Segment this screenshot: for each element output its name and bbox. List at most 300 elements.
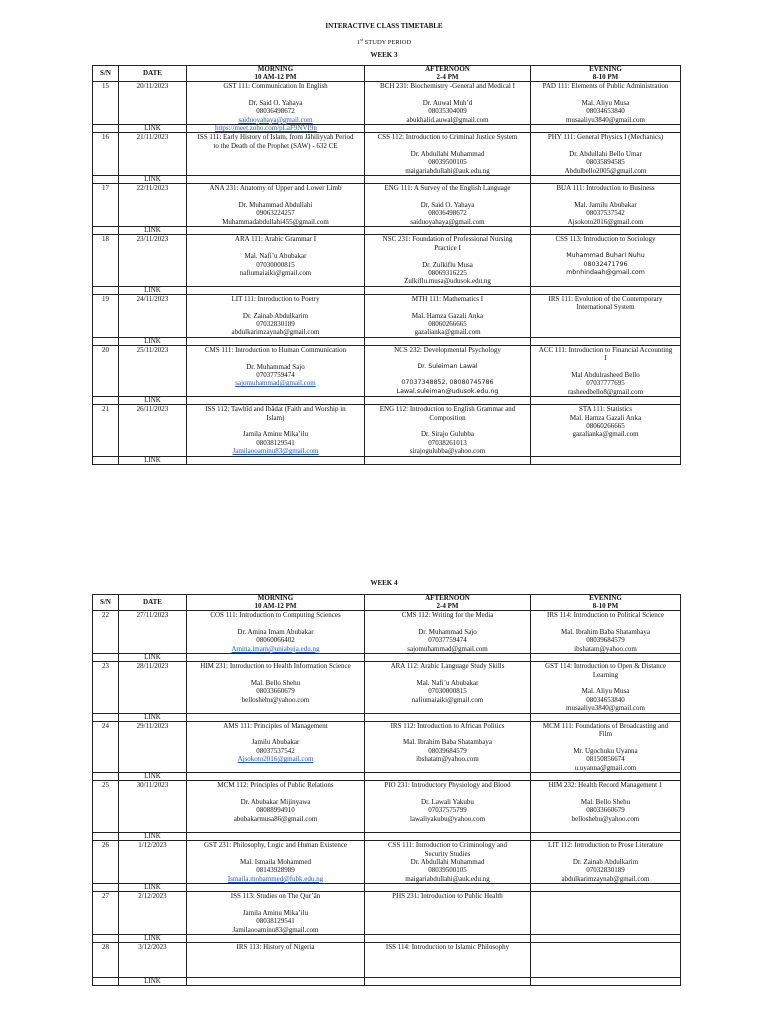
email-link[interactable]: Jamilaooaminu83@gmail.com [232, 447, 319, 456]
course-title: NCS 232: Developmental Psychology [394, 345, 501, 354]
link-row-afternoon [365, 286, 531, 294]
session-detail [533, 91, 678, 99]
table-row [93, 82, 681, 125]
study-period-suffix: st [360, 37, 364, 42]
afternoon-session [365, 294, 531, 337]
link-row-evening [531, 337, 681, 345]
afternoon-header-label: AFTERNOON [425, 594, 470, 602]
link-row [93, 227, 681, 235]
link-row-afternoon [365, 833, 531, 841]
table-row [93, 611, 681, 654]
meeting-link [187, 227, 365, 235]
link-row-evening [531, 456, 681, 464]
email-link[interactable]: Amina.imam@uniabuja.edu.ng [231, 644, 320, 653]
session-detail [367, 303, 528, 311]
table-row [93, 841, 681, 884]
row-date: 26/11/2023 [119, 405, 187, 456]
course-title: CSS 111: Introduction to Criminology and [387, 841, 508, 850]
morning-header [187, 66, 365, 82]
session-detail: 08034653840 [586, 107, 625, 116]
link-row [93, 833, 681, 841]
course-title: PAD 111: Elements of Public Administration [542, 82, 669, 91]
course-title: ARA 111: Arabic Grammar I [234, 235, 317, 244]
link-row [93, 176, 681, 184]
session-detail: Jamilaooaminu83@gmail.com [232, 925, 319, 934]
session-detail: 08036498672 [256, 107, 295, 116]
course-title: Film [598, 730, 613, 739]
row-number: 21 [93, 405, 119, 456]
session-detail: 08035894585 [586, 158, 625, 167]
row-number: 15 [93, 82, 119, 125]
session-detail: 08060266665 [428, 319, 467, 328]
header-row [93, 595, 681, 611]
session-detail [367, 371, 528, 379]
session-detail: Dr. Lawali Yakubu [421, 797, 474, 806]
meeting-link [187, 884, 365, 892]
session-detail [189, 968, 362, 976]
session-detail: 07030000815 [428, 687, 467, 696]
link-row-evening [531, 713, 681, 721]
course-title: MCM 111: Foundations of Broadcasting and [542, 721, 669, 730]
link-label: LINK [119, 935, 187, 943]
afternoon-header-time: 2-4 PM [436, 601, 459, 610]
evening-session [531, 611, 681, 654]
session-detail: Mal. Ibrahim Baba Shatambaya [402, 738, 493, 747]
table-row [93, 184, 681, 227]
session-detail: Jamilu Abubakar [251, 738, 300, 747]
link-row-sn [93, 977, 119, 985]
session-detail: Mal. Nafi’u Abubakar [416, 679, 479, 688]
session-detail: 08039684579 [428, 746, 467, 755]
morning-session [187, 611, 365, 654]
course-title: GST 231: Philosophy, Logic and Human Existence [203, 841, 348, 850]
session-detail: 08039500105 [428, 158, 467, 167]
afternoon-session [365, 841, 531, 884]
session-detail: Dr. Zainab Abdulkarim [572, 857, 639, 866]
table-row [93, 405, 681, 456]
session-detail: 08060266665 [586, 422, 625, 430]
session-detail: 07032830189 [256, 319, 295, 328]
meeting-link[interactable]: https://meet.zoho.com/pLaF9NVI9n [187, 125, 365, 133]
study-period-text: STUDY PERIOD [363, 39, 412, 47]
evening-session [531, 943, 681, 978]
table-row [93, 294, 681, 337]
session-detail: Abdulbello2005@gmail.com [564, 166, 647, 175]
link-row-afternoon [365, 935, 531, 943]
session-detail [189, 620, 362, 628]
course-title: HIM 232: Health Record Management 1 [548, 781, 663, 790]
table-row [93, 235, 681, 286]
session-detail: Mal. Hamza Gazali Anka [411, 311, 484, 320]
row-number: 28 [93, 943, 119, 978]
session-detail: Zulkiflu.musa@udusok.edu.ng [404, 277, 491, 286]
session-detail: Dr. Amina Imam Abubakar [237, 628, 314, 636]
course-title: CSS 113: Introduction to Sociology [555, 235, 656, 244]
session-detail: nafiumaiaiki@gmail.com [239, 268, 312, 277]
evening-header-label: EVENING [589, 594, 622, 602]
session-detail: Jamila Aminu Mika’ilu [242, 430, 309, 439]
link-row-sn [93, 286, 119, 294]
morning-session [187, 82, 365, 125]
morning-session [187, 841, 365, 884]
session-detail: ibshatam@yahoo.com [574, 644, 637, 653]
morning-header [187, 595, 365, 611]
afternoon-session [365, 721, 531, 772]
evening-header [531, 66, 681, 82]
course-title: CSS 112: Introduction to Criminal Justice System [377, 133, 518, 142]
week-4-label: WEEK 4 [370, 579, 398, 587]
course-title: IRS 111: Evolution of the Contemporary [548, 294, 663, 303]
link-row-afternoon [365, 713, 531, 721]
session-detail: Mal. Bello Shehu [580, 797, 631, 806]
link-row-sn [93, 713, 119, 721]
course-title: ISS 114: Introduction to Islamic Philosophy [385, 943, 510, 952]
link-row-afternoon [365, 337, 531, 345]
link-row-evening [531, 935, 681, 943]
course-title: LIT 112: Introduction to Prose Literature [548, 841, 663, 850]
afternoon-session [365, 405, 531, 456]
session-detail: Mal. Jamilu Abubakar [574, 201, 637, 210]
session-detail [367, 620, 528, 628]
link-label: LINK [119, 977, 187, 985]
link-label: LINK [119, 227, 187, 235]
session-detail [367, 422, 528, 430]
session-detail: Mal. Ismaila Mohammed [240, 857, 311, 866]
session-detail: Dr. Abdullahi Muhammad [410, 857, 485, 866]
afternoon-session [365, 781, 531, 833]
afternoon-header [365, 595, 531, 611]
row-number: 22 [93, 611, 119, 654]
course-title: BCH 231: Biochemistry -General and Medical I [380, 82, 515, 91]
course-title: ISS 111: Early History of Islam, from Jāhiliyyah Period [197, 133, 354, 142]
morning-session [187, 405, 365, 456]
course-title: PIO 231: Introductory Physiology and Blood [384, 781, 511, 790]
link-row-afternoon [365, 977, 531, 985]
meeting-link [187, 337, 365, 345]
course-title: STA 111: Statistics [579, 405, 632, 414]
session-detail: Mal. Aliyu Musa [581, 687, 630, 696]
link-row-sn [93, 654, 119, 662]
link-row-afternoon [365, 884, 531, 892]
link-row-sn [93, 227, 119, 235]
row-number: 27 [93, 892, 119, 935]
morning-header-time: 10 AM-12 PM [254, 72, 297, 81]
sn-header: S/N [93, 595, 119, 611]
morning-session [187, 294, 365, 337]
email-link[interactable]: Ajsokoto2016@gmail.com [237, 755, 314, 764]
morning-session [187, 662, 365, 713]
session-detail [189, 422, 362, 430]
morning-session [187, 133, 365, 176]
link-label: LINK [119, 176, 187, 184]
table-row [93, 721, 681, 772]
course-title: Learning [592, 670, 619, 679]
evening-header-label: EVENING [589, 65, 622, 73]
meeting-link [187, 176, 365, 184]
session-detail [189, 730, 362, 738]
week-3-label: WEEK 3 [370, 51, 398, 59]
table-row [93, 662, 681, 713]
session-detail: Dr, Said O. Yahaya [248, 99, 303, 107]
session-detail: 08036498672 [428, 209, 467, 218]
course-title: BUA 111: Introduction to Business [556, 184, 655, 193]
link-row-afternoon [365, 773, 531, 781]
session-detail: Mal. Hamza Gazali Anka [569, 413, 642, 422]
morning-session [187, 184, 365, 227]
course-title: Security Studies [424, 849, 471, 858]
session-detail: sajomuhammad@gmail.com [407, 644, 488, 653]
session-detail: musaaliyu3840@gmail.com [566, 704, 645, 713]
morning-header-time: 10 AM-12 PM [254, 601, 297, 610]
link-row-sn [93, 125, 119, 133]
meeting-link [187, 833, 365, 841]
session-detail [367, 730, 528, 738]
session-detail: musaaliyu3840@gmail.com [566, 115, 645, 124]
link-row [93, 773, 681, 781]
link-row [93, 654, 681, 662]
session-detail [533, 620, 678, 628]
session-detail: 08038129541 [256, 917, 295, 926]
meeting-link [187, 977, 365, 985]
session-detail: mbnhindaah@gmail.com [566, 268, 645, 276]
session-detail: nafiumaiaiki@gmail.com [411, 695, 484, 704]
session-detail [533, 679, 678, 687]
row-date: 2/12/2023 [119, 892, 187, 935]
afternoon-session [365, 345, 531, 396]
session-detail [189, 790, 362, 798]
course-title: LIT 111: Introduction to Poetry [231, 294, 320, 303]
session-detail: Dr. Muhammad Abdullahi [238, 201, 313, 210]
afternoon-session [365, 235, 531, 286]
afternoon-session [365, 611, 531, 654]
course-title: ENG 112: Introduction to English Grammar and [379, 405, 516, 414]
session-detail: 07037575799 [428, 806, 467, 815]
meeting-link [187, 935, 365, 943]
session-detail: abdulkarimzaynab@gmail.com [231, 328, 320, 337]
link-row-sn [93, 773, 119, 781]
course-title: HIM 231: Introduction to Health Information Science [200, 662, 351, 671]
course-title: I [604, 354, 607, 363]
session-detail [367, 252, 528, 260]
course-title: MTH 111: Mathematics I [411, 294, 484, 303]
session-detail [367, 354, 528, 362]
session-detail [533, 850, 678, 858]
link-label: LINK [119, 286, 187, 294]
study-period [0, 37, 768, 46]
link-row [93, 884, 681, 892]
link-row-afternoon [365, 125, 531, 133]
link-row [93, 713, 681, 721]
session-detail: sirajogulubba@yahoo.com [409, 447, 486, 456]
link-row [93, 397, 681, 405]
afternoon-session [365, 943, 531, 978]
date-header: DATE [119, 595, 187, 611]
session-detail: Mr. Ugochuku Uyanna [573, 746, 638, 755]
session-detail: abdulkarimzaynab@gmail.com [561, 874, 650, 883]
row-number: 24 [93, 721, 119, 772]
link-label: LINK [119, 456, 187, 464]
link-row-evening [531, 833, 681, 841]
morning-session [187, 345, 365, 396]
row-date: 28/11/2023 [119, 662, 187, 713]
session-detail: 07030000815 [256, 260, 295, 269]
row-date: 24/11/2023 [119, 294, 187, 337]
session-detail [189, 158, 362, 166]
session-detail [189, 850, 362, 858]
link-row-sn [93, 935, 119, 943]
morning-session [187, 721, 365, 772]
session-detail: 08033660679 [586, 806, 625, 815]
session-detail: 08039684579 [586, 636, 625, 645]
course-title: Practice I [434, 243, 461, 252]
evening-session [531, 184, 681, 227]
link-label: LINK [119, 125, 187, 133]
session-detail: belloshehu@yahoo.com [571, 814, 640, 823]
session-detail: rasheedbello8@gmail.com [567, 387, 644, 396]
session-detail [533, 142, 678, 150]
session-detail [189, 303, 362, 311]
email-link[interactable]: Ismaila.mohammed@fubk.edu.ng [227, 874, 324, 883]
course-title: GST 114: Introduction to Open & Distance [545, 662, 666, 671]
session-detail: Dr. Abdullahi Muhammad [410, 150, 485, 159]
course-title: ARA 112: Arabic Language Study Skills [390, 662, 505, 671]
course-title: ENG 111: A Survey of the English Language [384, 184, 511, 193]
session-detail: abukhalid.auwal@gmail.com [406, 115, 489, 124]
course-title: PHY 111: General Physics I (Mechanics) [547, 133, 664, 142]
course-title: IRS 114: Introduction to Political Science [547, 611, 664, 620]
evening-session [531, 345, 681, 396]
session-detail [367, 91, 528, 99]
session-detail: Muhammad Buhari Nuhu [566, 252, 645, 260]
evening-header [531, 595, 681, 611]
session-detail: 08143928989 [256, 866, 295, 875]
session-detail: 07037759474 [256, 370, 295, 379]
table-row [93, 345, 681, 396]
session-detail: 07037777695 [586, 379, 625, 388]
evening-session [531, 892, 681, 935]
study-period-number: 1 [356, 39, 361, 47]
morning-header-label: MORNING [257, 594, 294, 602]
link-row [93, 977, 681, 985]
table-row [93, 892, 681, 935]
meeting-link [187, 654, 365, 662]
session-detail: 08039500105 [428, 866, 467, 875]
session-detail [533, 244, 678, 252]
link-row-evening [531, 227, 681, 235]
link-row [93, 286, 681, 294]
email-link[interactable]: sajomuhammad@gmail.com [235, 379, 316, 388]
course-title: AMS 111: Principles of Management [223, 721, 328, 730]
meeting-link [187, 397, 365, 405]
morning-header-label: MORNING [257, 65, 294, 73]
session-detail [189, 354, 362, 362]
link-row-evening [531, 654, 681, 662]
session-detail: gazalianka@gmail.com [414, 328, 481, 337]
link-label: LINK [119, 773, 187, 781]
row-date: 25/11/2023 [119, 345, 187, 396]
meeting-link [187, 286, 365, 294]
row-number: 23 [93, 662, 119, 713]
session-detail: 08069316225 [428, 268, 467, 277]
session-detail: 08035304009 [428, 107, 467, 116]
course-title: ISS 112: Tawhīd and Ibādat (Faith and Worship in [205, 405, 346, 414]
session-detail: 08033660679 [256, 687, 295, 696]
row-number: 17 [93, 184, 119, 227]
link-row [93, 935, 681, 943]
session-detail [367, 193, 528, 201]
course-title: ISS 113: Studies on The Qur’ān [230, 892, 321, 901]
row-date: 21/11/2023 [119, 133, 187, 176]
morning-session [187, 943, 365, 978]
session-detail: Ajsokoto2016@gmail.com [567, 217, 644, 226]
session-detail: maigariabdullahi@auk.edu.ng [405, 166, 490, 175]
session-detail: 07038261013 [428, 438, 467, 447]
course-title: IRS 112: Introduction to African Politics [390, 721, 505, 730]
course-title: MCM 112: Principles of Public Relations [217, 781, 334, 790]
evening-session [531, 662, 681, 713]
email-link[interactable]: saiduoyahaya@gmail.com [238, 115, 313, 124]
row-date: 29/11/2023 [119, 721, 187, 772]
evening-session [531, 721, 681, 772]
session-detail: 08088994910 [256, 806, 295, 815]
session-detail: 08034653840 [586, 695, 625, 704]
session-detail: maigariabdullahi@auk.edu.ng [405, 874, 490, 883]
evening-session [531, 82, 681, 125]
evening-header-time: 8-10 PM [592, 601, 619, 610]
meeting-link [187, 456, 365, 464]
afternoon-session [365, 892, 531, 935]
session-detail: Dr. Auwal Muh’d [422, 99, 473, 107]
link-row-afternoon [365, 654, 531, 662]
row-date: 23/11/2023 [119, 235, 187, 286]
link-label: LINK [119, 397, 187, 405]
row-number: 26 [93, 841, 119, 884]
row-number: 20 [93, 345, 119, 396]
course-title: ANA 231: Anatomy of Upper and Lower Limb [209, 184, 342, 193]
session-detail: belloshehu@yahoo.com [241, 695, 310, 704]
evening-session [531, 405, 681, 456]
session-detail: Mal. Ibrahim Baba Shatambaya [560, 628, 651, 636]
session-detail: Dr, Said O. Yahaya [420, 201, 475, 210]
evening-session [531, 781, 681, 833]
session-detail: Mal Abdulrasheed Bello [571, 370, 640, 379]
evening-session [531, 133, 681, 176]
session-detail: 08038129541 [256, 438, 295, 447]
meeting-link [187, 773, 365, 781]
session-detail [189, 167, 362, 175]
session-detail: 08037537542 [586, 209, 625, 218]
course-title: CMS 111: Introduction to Human Communication [204, 345, 347, 354]
header-row [93, 66, 681, 82]
row-date: 22/11/2023 [119, 184, 187, 227]
link-row-evening [531, 397, 681, 405]
session-detail [533, 790, 678, 798]
session-detail: Dr. Abdullahi Bello Umar [569, 150, 642, 159]
link-label: LINK [119, 833, 187, 841]
afternoon-session [365, 133, 531, 176]
link-row [93, 337, 681, 345]
link-row-evening [531, 125, 681, 133]
row-date: 27/11/2023 [119, 611, 187, 654]
link-row-afternoon [365, 176, 531, 184]
session-detail: 08060066402 [256, 636, 295, 645]
table-row [93, 943, 681, 978]
session-detail [367, 142, 528, 150]
afternoon-session [365, 184, 531, 227]
session-detail [367, 671, 528, 679]
session-detail [189, 91, 362, 99]
row-date: 30/11/2023 [119, 781, 187, 833]
